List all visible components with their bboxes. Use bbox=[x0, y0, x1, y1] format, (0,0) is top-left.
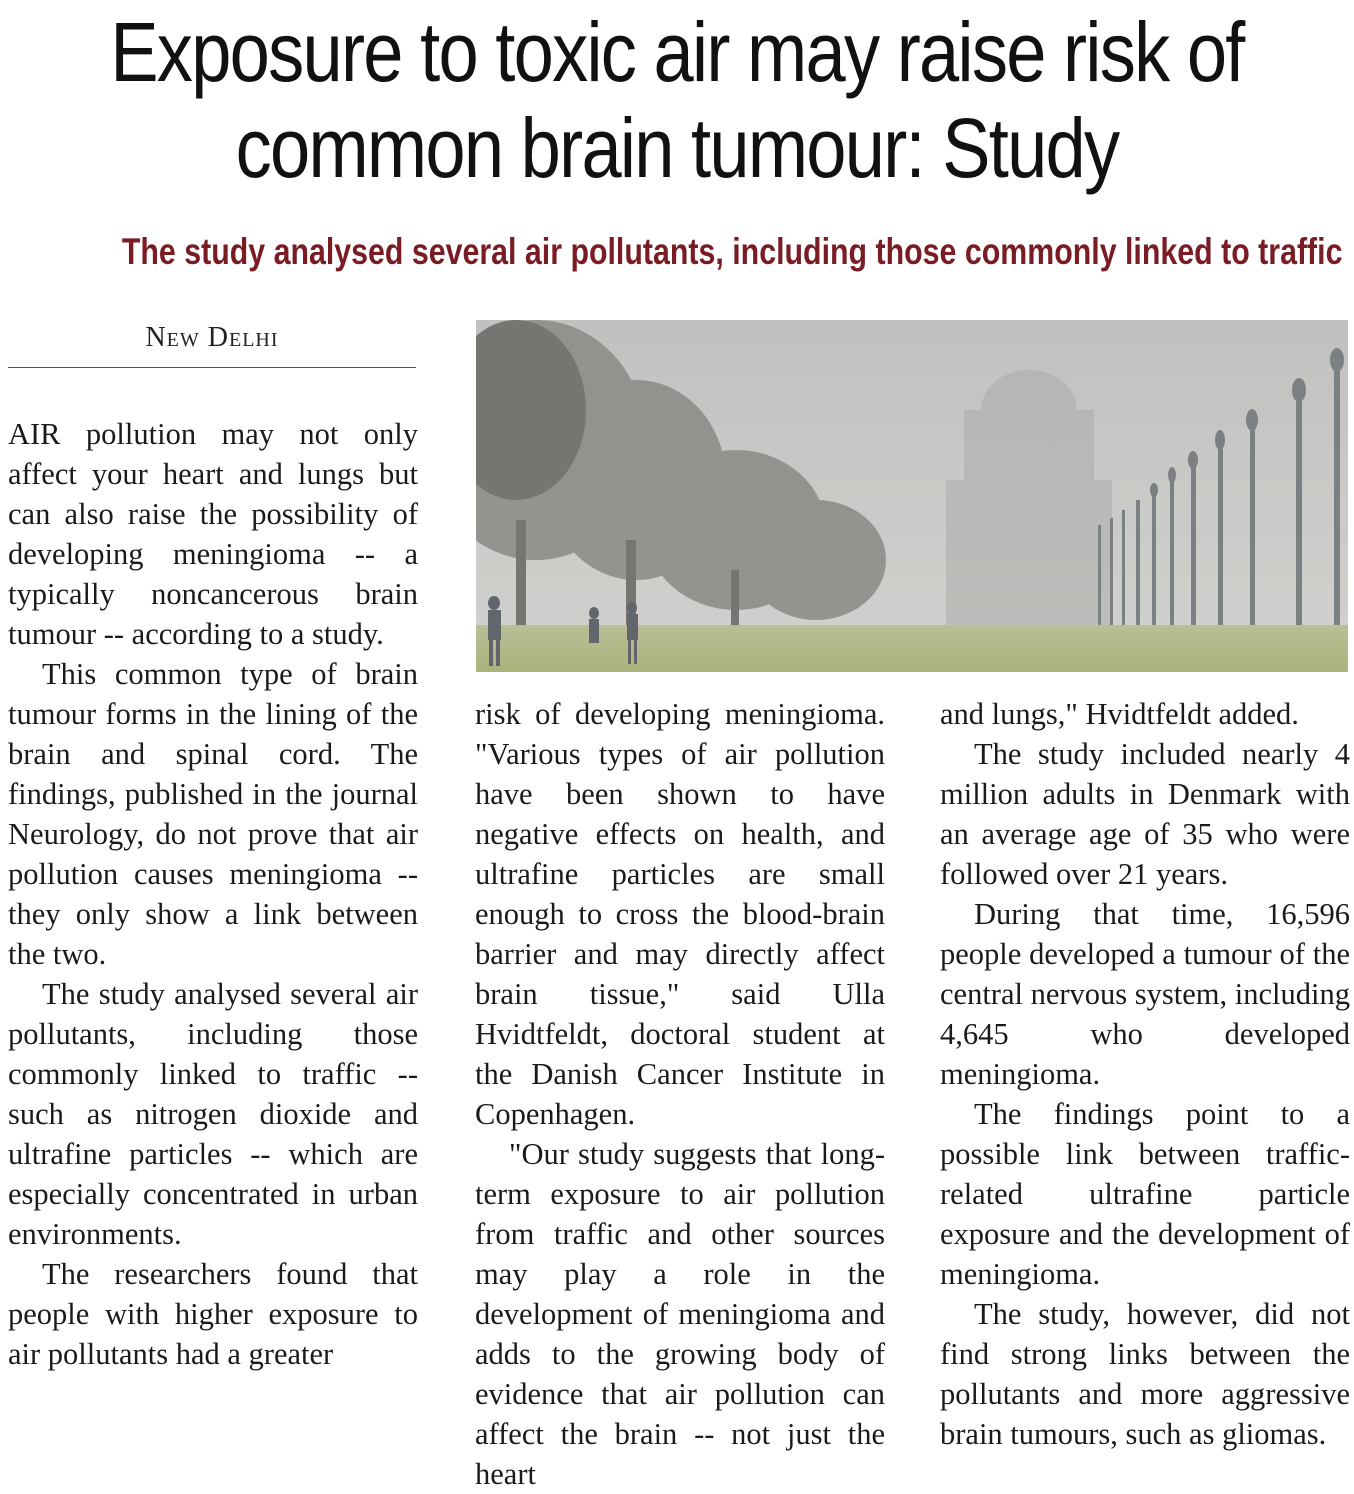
smog-photo bbox=[476, 320, 1348, 672]
paragraph: "Our study suggests that long-term exposure to air pollution from traffic and other sources may play a role in the development of meningioma and adds to the growing body of evidence that air pollution can affect the brain -- not just the heart bbox=[475, 1137, 885, 1491]
paragraph: The findings point to a possible link between traffic-related ultrafine particle exposure and the development of meningioma. bbox=[940, 1097, 1350, 1291]
dateline-rule bbox=[8, 367, 416, 368]
paragraph: The researchers found that people with higher exposure to air pollutants had a greater bbox=[8, 1257, 418, 1371]
paragraph: AIR pollution may not only affect your heart and lungs but can also raise the possibility of developing meningioma -- a typically noncancerous brain tumour -- according to a study. bbox=[8, 417, 418, 651]
dateline: New Delhi bbox=[145, 322, 279, 353]
article-column-2 bbox=[475, 694, 885, 1494]
paragraph: The study analysed several air pollutants, including those commonly linked to traffic -- such as nitrogen dioxide and ultrafine particles -- which are especially concentrated in urban environments. bbox=[8, 977, 418, 1251]
paragraph: risk of developing meningioma. "Various types of air pollution have been shown to have negative effects on health, and ultrafine particles are small enough to cross the blood-brain barrier and may directly affect brain tissue," said Ulla Hvidtfeldt, doctoral student at the Danish Cancer Institute in Copenhagen. bbox=[475, 697, 885, 1131]
deck-subheadline: The study analysed several air pollutants, including those commonly linked to traffic bbox=[121, 231, 1343, 272]
paragraph: During that time, 16,596 people developed a tumour of the central nervous system, including 4,645 who developed meningioma. bbox=[940, 897, 1350, 1091]
paragraph: The study, however, did not find strong links between the pollutants and more aggressive brain tumours, such as gliomas. bbox=[940, 1297, 1350, 1451]
headline: Exposure to toxic air may raise risk of common brain tumour: Study bbox=[110, 5, 1244, 195]
article-column-1 bbox=[8, 414, 418, 1374]
paragraph: The study included nearly 4 million adults in Denmark with an average age of 35 who were followed over 21 years. bbox=[940, 737, 1350, 891]
paragraph: and lungs," Hvidtfeldt added. bbox=[940, 697, 1299, 731]
smog-photo-illustration bbox=[476, 320, 1348, 672]
article-column-3 bbox=[940, 694, 1350, 1454]
paragraph: This common type of brain tumour forms in the lining of the brain and spinal cord. The findings, published in the journal Neurology, do not prove that air pollution causes meningioma -- they only show a link between the two. bbox=[8, 657, 418, 971]
